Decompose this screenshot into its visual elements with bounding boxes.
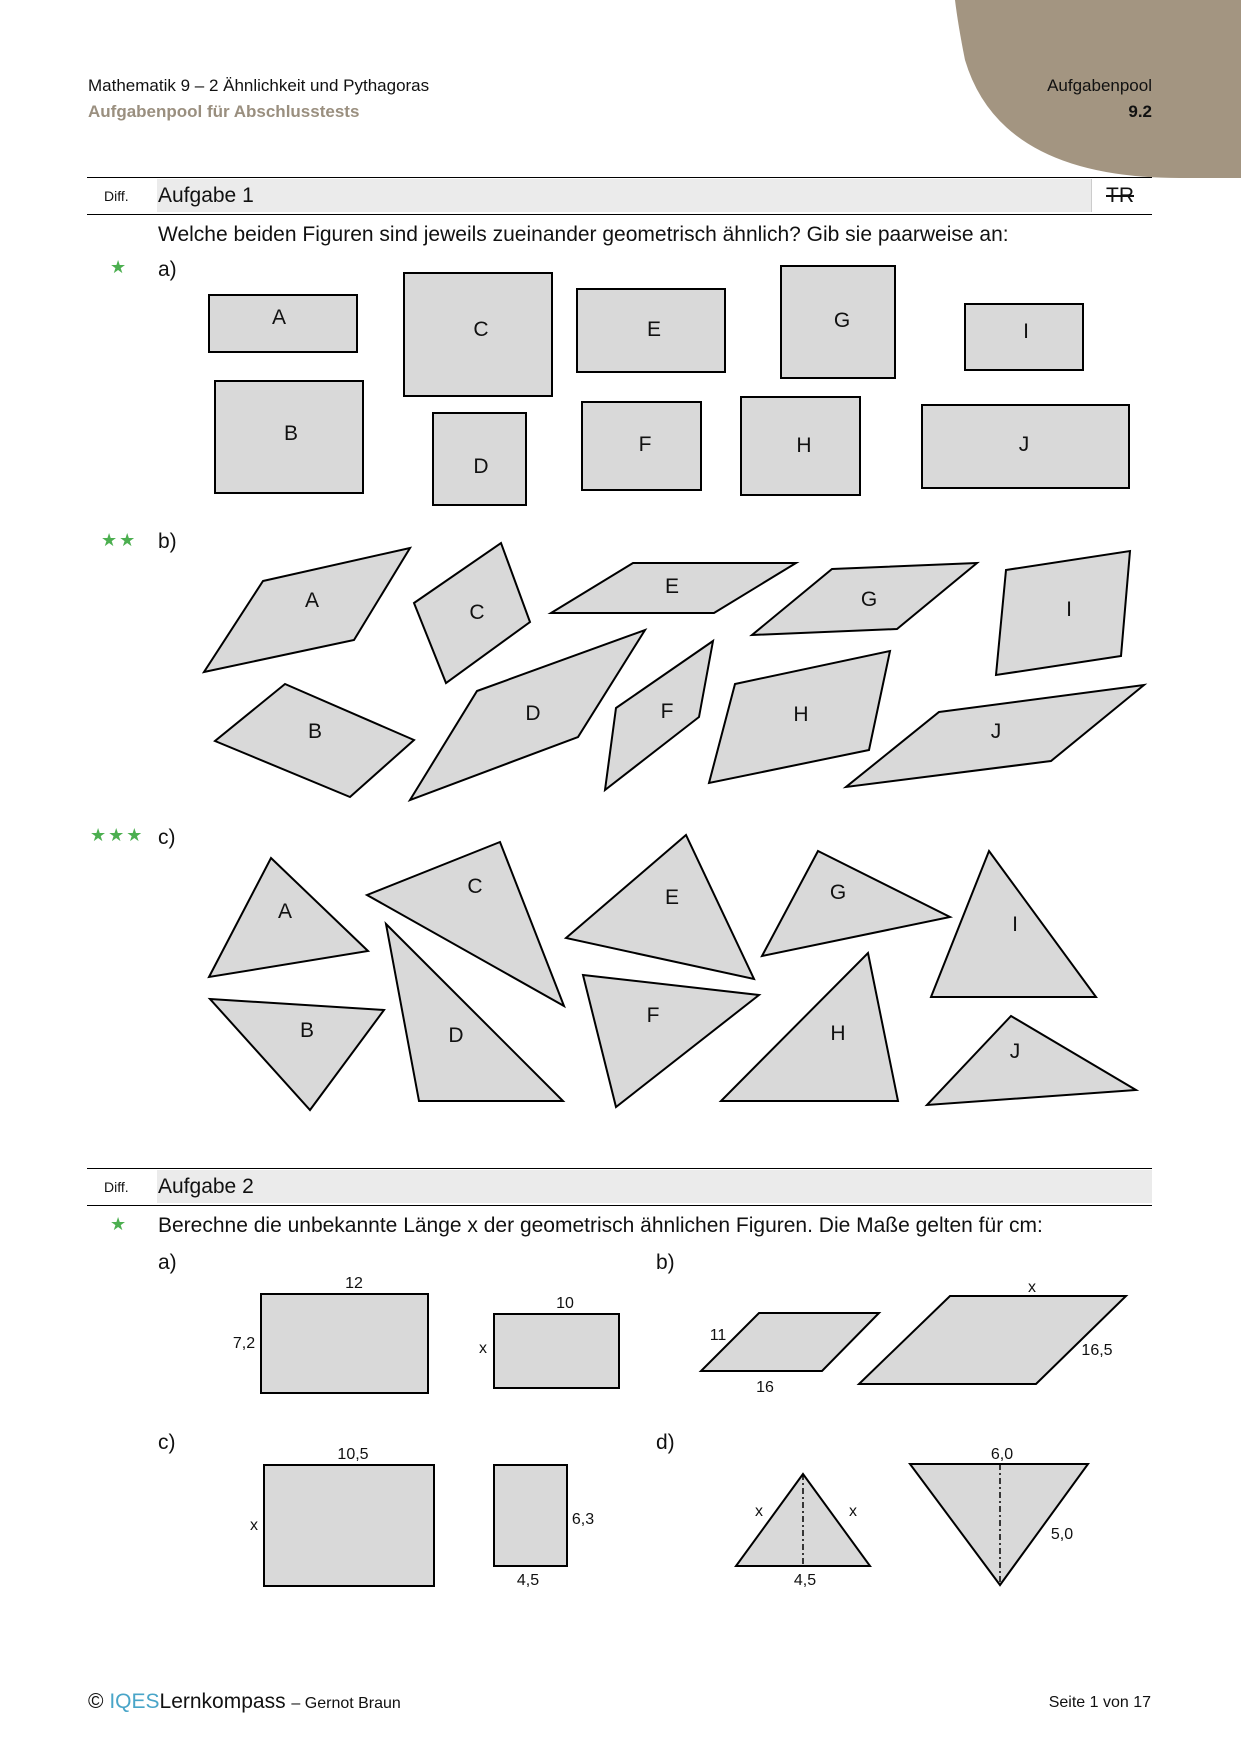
task2-instruction: Berechne die unbekannte Länge x der geometrisch ähnlichen Figuren. Die Maße gelten für cm: bbox=[158, 1214, 1043, 1237]
pool-number: 9.2 bbox=[1128, 102, 1152, 121]
part-label: a) bbox=[158, 258, 177, 281]
difficulty-stars: ★★★ bbox=[90, 825, 145, 845]
measure-label: x bbox=[849, 1503, 857, 1520]
measure-label: 5,0 bbox=[1050, 1526, 1074, 1543]
measure-label: 4,5 bbox=[793, 1572, 817, 1589]
figure-c-F bbox=[583, 975, 759, 1107]
figure-label: E bbox=[664, 575, 680, 598]
figure-label: J bbox=[990, 720, 1002, 743]
measure-label: 12 bbox=[345, 1275, 363, 1292]
measure-label: 16,5 bbox=[1081, 1342, 1113, 1359]
figure-label: D bbox=[448, 1024, 464, 1047]
measure-label: x bbox=[250, 1517, 258, 1534]
rect-a-small bbox=[494, 1314, 619, 1388]
part-label: c) bbox=[158, 1431, 176, 1454]
diff-label: Diff. bbox=[104, 188, 129, 204]
measure-label: x bbox=[755, 1503, 763, 1520]
difficulty-stars: ★ bbox=[110, 257, 129, 277]
figure-label: E bbox=[664, 886, 680, 909]
figure-label: B bbox=[283, 422, 299, 445]
task2-title: Aufgabe 2 bbox=[158, 1175, 254, 1198]
figure-label: C bbox=[467, 875, 483, 898]
pool-subtitle: Aufgabenpool für Abschlusstests bbox=[88, 102, 360, 121]
measure-label: x bbox=[479, 1340, 487, 1357]
figure-c-E bbox=[566, 835, 754, 979]
title-bar bbox=[157, 1170, 1152, 1203]
difficulty-stars: ★★ bbox=[101, 530, 138, 550]
task1-instruction: Welche beiden Figuren sind jeweils zueinander geometrisch ähnlich? Gib sie paarweise an: bbox=[158, 223, 1009, 246]
figure-label: C bbox=[473, 318, 489, 341]
figure-label: D bbox=[525, 702, 541, 725]
part-label: c) bbox=[158, 826, 176, 849]
figure-label: J bbox=[1018, 433, 1030, 456]
figure-label: G bbox=[833, 309, 851, 332]
pool-label: Aufgabenpool bbox=[1047, 76, 1152, 95]
copyright-symbol: © bbox=[88, 1690, 104, 1713]
figure-label: G bbox=[860, 588, 878, 611]
figure-label: H bbox=[793, 703, 809, 726]
figure-label: C bbox=[469, 601, 485, 624]
figure-label: H bbox=[796, 434, 812, 457]
part-label: a) bbox=[158, 1251, 177, 1274]
parallelogram-b-large bbox=[859, 1296, 1126, 1384]
brand-iqes: IQES bbox=[109, 1690, 160, 1713]
diff-label: Diff. bbox=[104, 1179, 129, 1195]
page-number: Seite 1 von 17 bbox=[1048, 1694, 1151, 1711]
figure-label: F bbox=[638, 433, 652, 456]
measure-label: 11 bbox=[709, 1327, 727, 1344]
figure-b-I bbox=[996, 551, 1130, 675]
figure-label: F bbox=[660, 700, 674, 723]
triangle-d-large bbox=[910, 1464, 1088, 1585]
figure-label: F bbox=[646, 1004, 660, 1027]
figure-label: A bbox=[277, 900, 293, 923]
figure-label: E bbox=[646, 318, 662, 341]
figure-c-B bbox=[210, 999, 384, 1110]
figure-label: A bbox=[304, 589, 320, 612]
brand-lernkompass: Lernkompass bbox=[159, 1690, 286, 1713]
figure-label: B bbox=[299, 1019, 315, 1042]
figure-label: I bbox=[1066, 598, 1072, 621]
measure-label: 6,3 bbox=[571, 1511, 595, 1528]
task1-title: Aufgabe 1 bbox=[158, 184, 254, 207]
part-label: b) bbox=[656, 1251, 675, 1274]
figure-label: G bbox=[829, 881, 847, 904]
tool-label: TR bbox=[1106, 184, 1134, 207]
figure-label: J bbox=[1009, 1040, 1021, 1063]
figure-c-J bbox=[927, 1016, 1136, 1105]
parallelogram-b-small bbox=[701, 1313, 879, 1371]
difficulty-stars: ★ bbox=[110, 1214, 129, 1234]
measure-label: 10,5 bbox=[337, 1446, 369, 1463]
rect-c-small bbox=[494, 1465, 567, 1566]
rect-a-large bbox=[261, 1294, 428, 1393]
measure-label: 6,0 bbox=[990, 1446, 1014, 1463]
figure-label: A bbox=[271, 306, 287, 329]
figure-label: I bbox=[1023, 320, 1029, 343]
figure-label: B bbox=[307, 720, 323, 743]
figure-label: I bbox=[1012, 913, 1018, 936]
figure-c-G bbox=[762, 851, 950, 956]
author: – Gernot Braun bbox=[291, 1695, 401, 1712]
course-title: Mathematik 9 – 2 Ähnlichkeit und Pythagoras bbox=[88, 76, 430, 95]
figure-label: H bbox=[830, 1022, 846, 1045]
measure-label: 4,5 bbox=[516, 1572, 540, 1589]
footer-brand bbox=[88, 1690, 401, 1714]
measure-label: 16 bbox=[756, 1379, 774, 1396]
measure-label: 7,2 bbox=[232, 1335, 256, 1352]
task2-header bbox=[87, 1168, 1152, 1206]
rect-c-large bbox=[264, 1465, 434, 1586]
part-label: b) bbox=[158, 530, 177, 553]
measure-label: 10 bbox=[556, 1295, 574, 1312]
figure-label: D bbox=[473, 455, 489, 478]
measure-label: x bbox=[1028, 1279, 1036, 1296]
part-label: d) bbox=[656, 1431, 675, 1454]
